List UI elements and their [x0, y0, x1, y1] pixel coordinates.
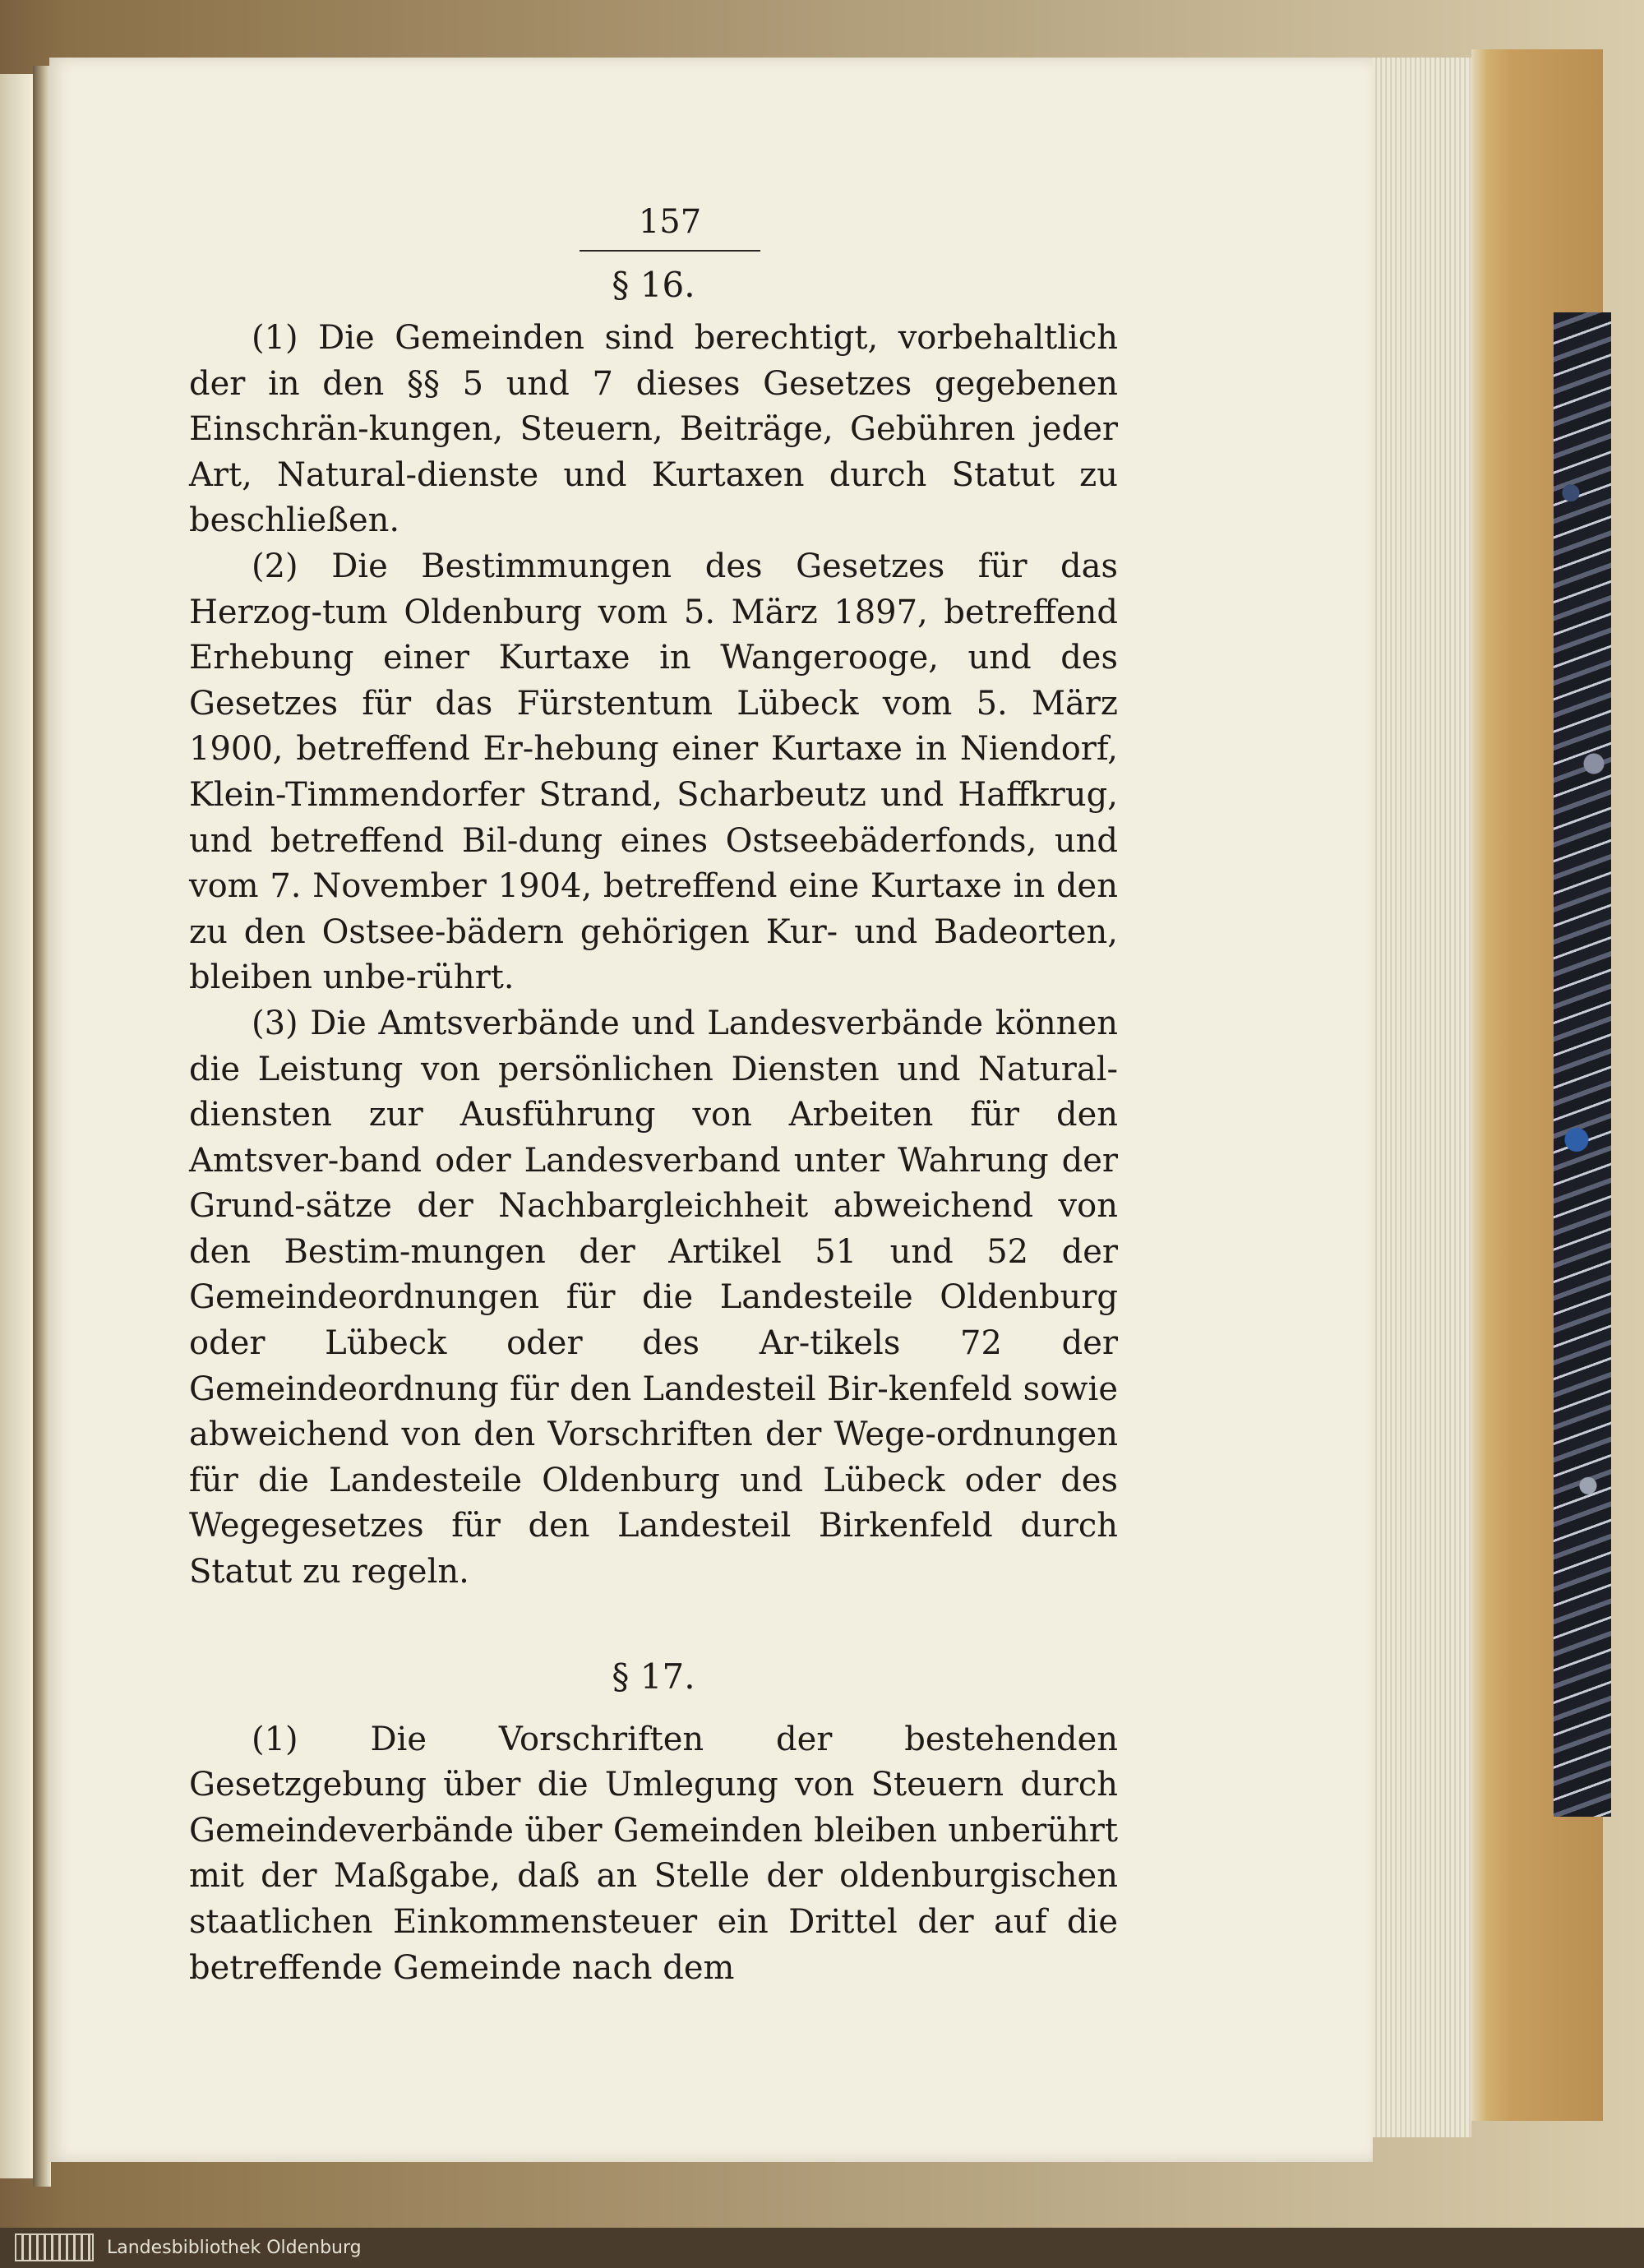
paragraph: (1) Die Gemeinden sind berechtigt, vorbehaltlich der in den §§ 5 und 7 dieses Gesetzes gegebenen Einschrän-kungen, Steuern, Beiträge, Gebühren jeder Art, Natural-dienste und Kurtaxen durch Statut zu beschließen.: [189, 319, 1118, 540]
section-heading: § 16.: [612, 265, 695, 305]
facing-page-edge: [0, 74, 33, 2178]
paragraph: (3) Die Amtsverbände und Landesverbände können die Leistung von persönlichen Diensten und Natural-diensten zur Ausführung von Arbeiten für den Amtsver-band oder Landesverband unter Wahrung der Grund-sätze der Nachbargleichheit abweichend von den Bestim-mungen der Artikel 51 und 52 der Gemeindeordnungen für die Landesteile Oldenburg oder Lübeck oder des Ar-tikels 72 der Gemeindeordnung für den Landesteil Bir-kenfeld sowie abweichend von den Vorschriften der Wege-ordnungen für die Landesteile Oldenburg und Lübeck oder des Wegegesetzes für den Landesteil Birkenfeld durch Statut zu regeln.: [189, 1004, 1118, 1591]
paragraph: (1) Die Vorschriften der bestehenden Gesetzgebung über die Umlegung von Steuern durch Gemeindeverbände über Gemeinden bleiben unberührt mit der Maßgabe, daß an Stelle der oldenburgischen staatlichen Einkommensteuer ein Drittel der auf die betreffende Gemeinde nach dem: [189, 1720, 1118, 1987]
page-block-edges: [1373, 58, 1471, 2137]
library-logo-icon: [15, 2233, 94, 2261]
book-gutter: [33, 66, 51, 2187]
marbled-endpaper: [1554, 312, 1611, 1817]
page-number-rule: [580, 250, 760, 252]
page-text: [189, 197, 1118, 1991]
page-number: 157: [638, 203, 702, 241]
section-heading: § 17.: [612, 1656, 695, 1697]
paragraph: (2) Die Bestimmungen des Gesetzes für das Herzog-tum Oldenburg vom 5. März 1897, betreffend Erhebung einer Kurtaxe in Wangerooge, und des Gesetzes für das Fürstentum Lübeck vom 5. März 1900, betreffend Er-hebung einer Kurtaxe in Niendorf, Klein-Timmendorfer Strand, Scharbeutz und Haffkrug, und betreffend Bil-dung eines Ostseebäderfonds, und vom 7. November 1904, betreffend eine Kurtaxe in den zu den Ostsee-bädern gehörigen Kur- und Badeorten, bleiben unbe-rührt.: [189, 547, 1118, 997]
library-name: Landesbibliothek Oldenburg: [107, 2238, 362, 2258]
